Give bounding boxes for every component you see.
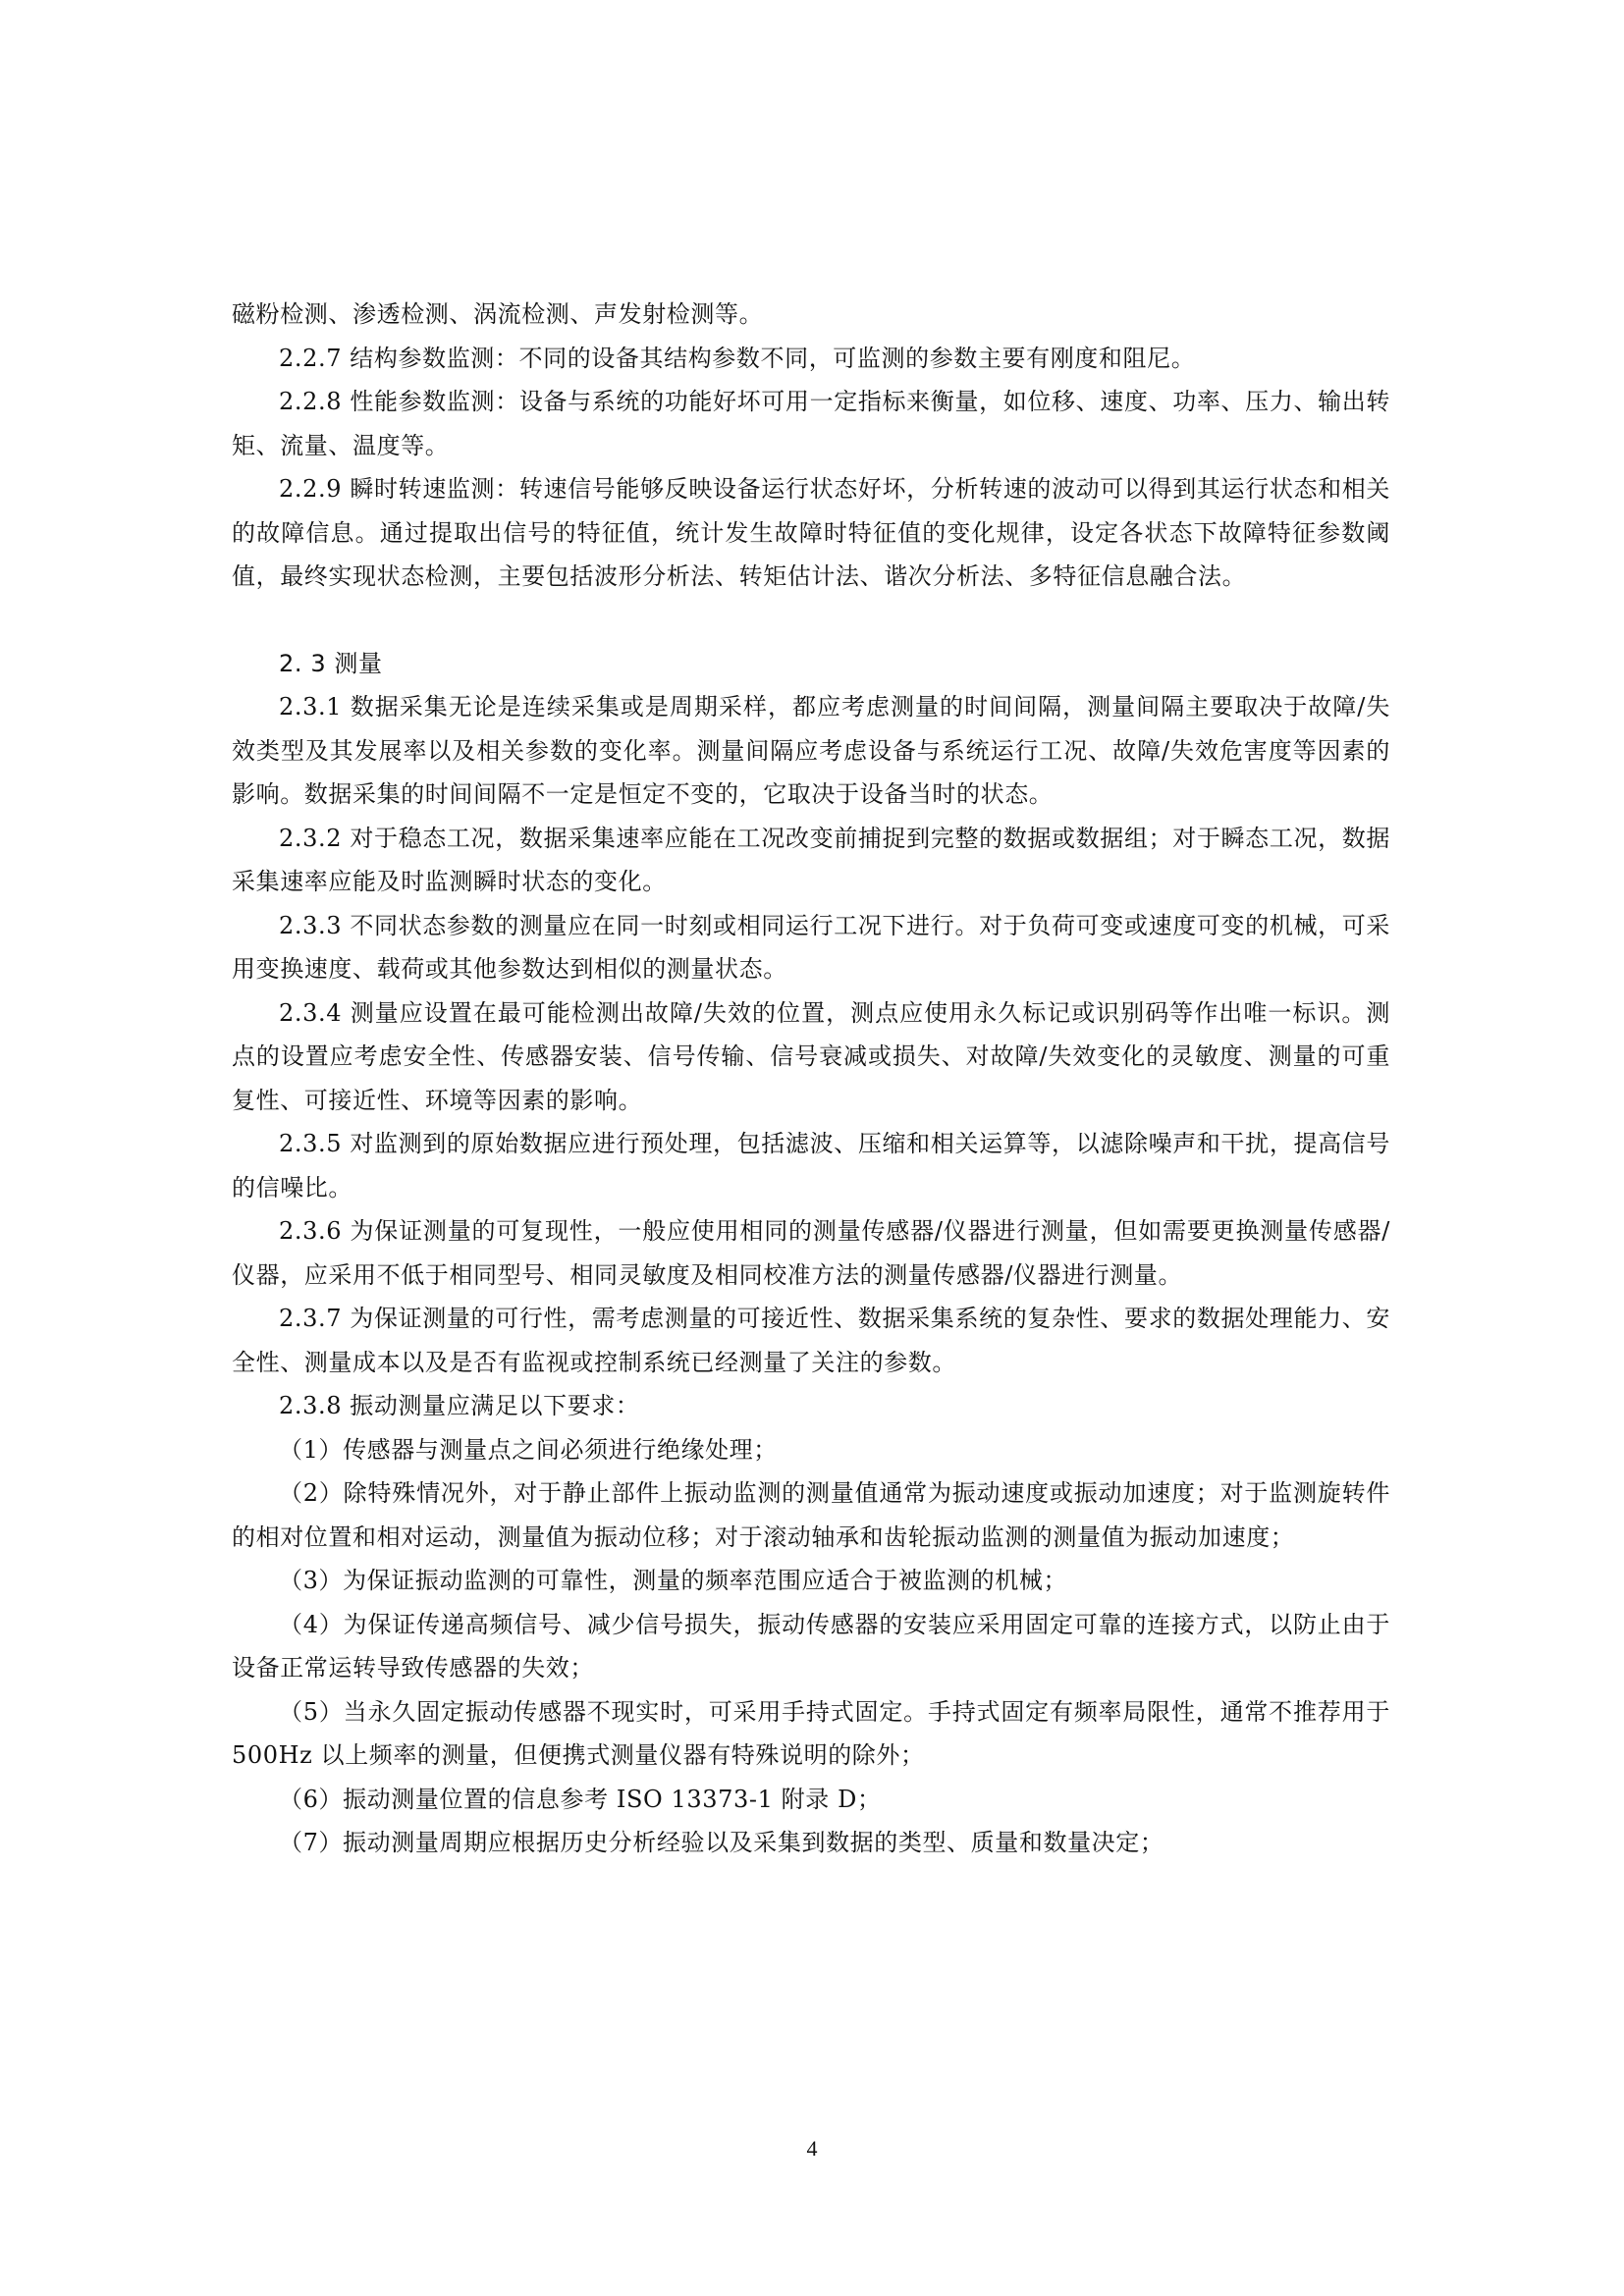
page-number: 4 [806,2136,818,2161]
paragraph-2-2-9: 2.2.9 瞬时转速监测：转速信号能够反映设备运行状态好坏，分析转速的波动可以得到其运行状态和相关的故障信息。通过提取出信号的特征值，统计发生故障时特征值的变化规律，设定各状态下故障特征参数阈值，最终实现状态检测，主要包括波形分析法、转矩估计法、谐次分析法、多特征信息融合法。 [232,475,1390,590]
paragraph-2-3-8: 2.3.8 振动测量应满足以下要求： [279,1392,640,1419]
page-body [232,293,1390,1865]
paragraph-2-3-3: 2.3.3 不同状态参数的测量应在同一时刻或相同运行工况下进行。对于负荷可变或速度可变的机械，可采用变换速度、载荷或其他参数达到相似的测量状态。 [232,911,1390,983]
paragraph-2-3-5: 2.3.5 对监测到的原始数据应进行预处理，包括滤波、压缩和相关运算等，以滤除噪声和干扰，提高信号的信噪比。 [232,1130,1390,1201]
paragraph-2-3-7: 2.3.7 为保证测量的可行性，需考虑测量的可接近性、数据采集系统的复杂性、要求的数据处理能力、安全性、测量成本以及是否有监视或控制系统已经测量了关注的参数。 [232,1305,1390,1376]
paragraph-continuation: 磁粉检测、渗透检测、涡流检测、声发射检测等。 [232,300,764,328]
paragraph-2-3-6: 2.3.6 为保证测量的可复现性，一般应使用相同的测量传感器/仪器进行测量，但如需要更换测量传感器/仪器，应采用不低于相同型号、相同灵敏度及相同校准方法的测量传感器/仪器进行测量。 [232,1217,1390,1289]
section-heading-2-3: 2. 3 测量 [279,649,383,677]
paragraph-2-3-1: 2.3.1 数据采集无论是连续采集或是周期采样，都应考虑测量的时间间隔，测量间隔主要取决于故障/失效类型及其发展率以及相关参数的变化率。测量间隔应考虑设备与系统运行工况、故障/失效危害度等因素的影响。数据采集的时间间隔不一定是恒定不变的，它取决于设备当时的状态。 [232,693,1390,808]
list-item-4: （4）为保证传递高频信号、减少信号损失，振动传感器的安装应采用固定可靠的连接方式，以防止由于设备正常运转导致传感器的失效； [232,1610,1390,1682]
paragraph-2-2-7: 2.2.7 结构参数监测：不同的设备其结构参数不同，可监测的参数主要有刚度和阻尼。 [279,344,1196,372]
list-item-2: （2）除特殊情况外，对于静止部件上振动监测的测量值通常为振动速度或振动加速度；对于监测旋转件的相对位置和相对运动，测量值为振动位移；对于滚动轴承和齿轮振动监测的测量值为振动加速度； [232,1479,1390,1551]
list-item-7: （7）振动测量周期应根据历史分析经验以及采集到数据的类型、质量和数量决定； [279,1829,1164,1856]
list-item-5: （5）当永久固定振动传感器不现实时，可采用手持式固定。手持式固定有频率局限性，通常不推荐用于 500Hz 以上频率的测量，但便携式测量仪器有特殊说明的除外； [232,1697,1390,1769]
section-gap [232,599,1390,642]
paragraph-2-3-2: 2.3.2 对于稳态工况，数据采集速率应能在工况改变前捕捉到完整的数据或数据组；对于瞬态工况，数据采集速率应能及时监测瞬时状态的变化。 [232,824,1390,895]
list-item-3: （3）为保证振动监测的可靠性，测量的频率范围应适合于被监测的机械； [279,1567,1068,1594]
list-item-1: （1）传感器与测量点之间必须进行绝缘处理； [279,1435,778,1464]
paragraph-2-2-8: 2.2.8 性能参数监测：设备与系统的功能好坏可用一定指标来衡量，如位移、速度、功率、压力、输出转矩、流量、温度等。 [232,388,1390,459]
list-item-6: （6）振动测量位置的信息参考 ISO 13373-1 附录 D； [279,1785,882,1813]
paragraph-2-3-4: 2.3.4 测量应设置在最可能检测出故障/失效的位置，测点应使用永久标记或识别码等作出唯一标识。测点的设置应考虑安全性、传感器安装、信号传输、信号衰减或损失、对故障/失效变化的灵敏度、测量的可重复性、可接近性、环境等因素的影响。 [232,998,1390,1114]
